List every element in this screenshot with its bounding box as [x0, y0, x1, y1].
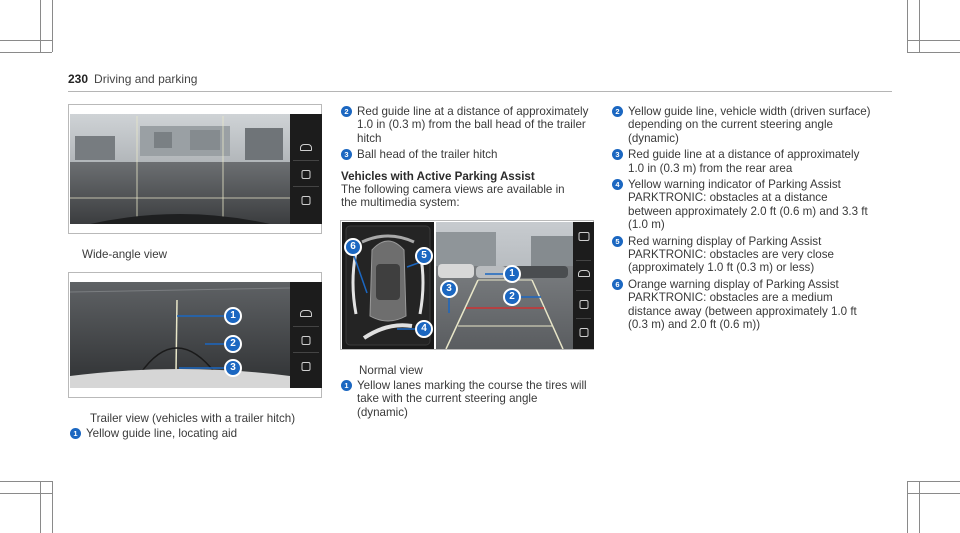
- item-text: Yellow guide line, locating aid: [86, 427, 238, 440]
- col2-bottom-list: [341, 379, 591, 419]
- col3-list: [612, 105, 872, 332]
- item-text: Red warning display of Parking Assist PARKTRONIC: obstacles are very close (approximately 1.0 ft (0.3 m) or less): [628, 234, 834, 275]
- crop-mark: [0, 493, 52, 494]
- item-text: Yellow warning indicator of Parking Assist PARKTRONIC: obstacles at a distance between approximately 2.0 ft (0.6 m) and 3.3 ft (1.0 m): [628, 178, 868, 232]
- list-item: [70, 427, 322, 440]
- wide-angle-camera-image: [70, 114, 290, 224]
- item-number: 1: [70, 428, 81, 439]
- list-item: [612, 105, 872, 145]
- crop-mark: [52, 0, 53, 52]
- crop-mark: [907, 0, 908, 52]
- callout-4: 4: [415, 320, 433, 338]
- list-item: [341, 148, 595, 161]
- item-number: 6: [612, 279, 623, 290]
- callout-6: 6: [344, 238, 362, 256]
- trailer-view-figure: [68, 272, 322, 398]
- list-item: [612, 278, 872, 332]
- col1-list: [70, 427, 322, 440]
- callout-5: 5: [415, 247, 433, 265]
- crop-mark: [907, 481, 960, 482]
- trailer-view-icon[interactable]: [302, 170, 311, 179]
- wide-angle-caption: Wide-angle view: [82, 248, 168, 261]
- list-item: [341, 105, 595, 145]
- separator: [293, 160, 319, 161]
- trailer-view-caption: Trailer view (vehicles with a trailer hitch): [90, 412, 296, 425]
- crop-mark: [919, 0, 920, 52]
- crop-mark: [907, 493, 960, 494]
- callout-3: 3: [440, 280, 458, 298]
- col2-top-list: [341, 105, 595, 210]
- callout-2: 2: [503, 288, 521, 306]
- crop-mark: [919, 481, 920, 533]
- separator: [293, 186, 319, 187]
- list-item: [612, 235, 872, 275]
- crop-mark: [0, 481, 52, 482]
- crop-mark: [0, 52, 52, 53]
- item-text: Ball head of the trailer hitch: [357, 148, 498, 162]
- callout-2: 2: [224, 335, 242, 353]
- list-item: [341, 379, 591, 419]
- section-heading: Vehicles with Active Parking Assist: [341, 169, 535, 183]
- crop-mark: [40, 481, 41, 533]
- list-item: [612, 148, 872, 175]
- intro-text: The following camera views are available in the multimedia system:: [341, 183, 565, 210]
- callout-leaders: [69, 273, 323, 399]
- crop-mark: [52, 481, 53, 533]
- item-number: 2: [612, 106, 623, 117]
- header-rule: [68, 91, 892, 92]
- camera-view-icon[interactable]: [300, 144, 312, 151]
- hitch-icon[interactable]: [302, 196, 311, 205]
- page-number: 230: [68, 72, 89, 86]
- camera-sidebar: [290, 114, 322, 224]
- item-number: 3: [341, 149, 352, 160]
- item-number: 2: [341, 106, 352, 117]
- normal-view-caption: Normal view: [359, 364, 423, 377]
- normal-view-figure: [340, 220, 594, 350]
- crop-mark: [0, 40, 52, 41]
- item-number: 3: [612, 149, 623, 160]
- item-number: 5: [612, 236, 623, 247]
- callout-1: 1: [503, 265, 521, 283]
- page-header: [68, 72, 197, 86]
- crop-mark: [907, 40, 960, 41]
- item-text: Red guide line at a distance of approximately 1.0 in (0.3 m) from the rear area: [628, 148, 860, 175]
- item-text: Yellow guide line, vehicle width (driven surface) depending on the current steering angle (dynamic): [628, 105, 871, 145]
- crop-mark: [907, 52, 960, 53]
- callout-3: 3: [224, 359, 242, 377]
- item-text: Orange warning display of Parking Assist PARKTRONIC: obstacles are a medium distance away (between approximately 1.0 ft (0.3 m) and 2.0 ft (0.6 m)): [628, 277, 857, 332]
- item-number: 4: [612, 179, 623, 190]
- crop-mark: [907, 481, 908, 533]
- item-text: Yellow lanes marking the course the tires will take with the current steering angle (dynamic): [357, 379, 587, 419]
- crop-mark: [40, 0, 41, 52]
- list-item: [612, 178, 872, 232]
- item-text: Red guide line at a distance of approximately 1.0 in (0.3 m) from the ball head of the trailer hitch: [357, 105, 589, 145]
- item-number: 1: [341, 380, 352, 391]
- wide-angle-figure: [68, 104, 322, 234]
- section-title: Driving and parking: [94, 72, 198, 86]
- callout-leaders: [341, 221, 595, 351]
- wide-angle-scene: [70, 114, 290, 224]
- callout-1: 1: [224, 307, 242, 325]
